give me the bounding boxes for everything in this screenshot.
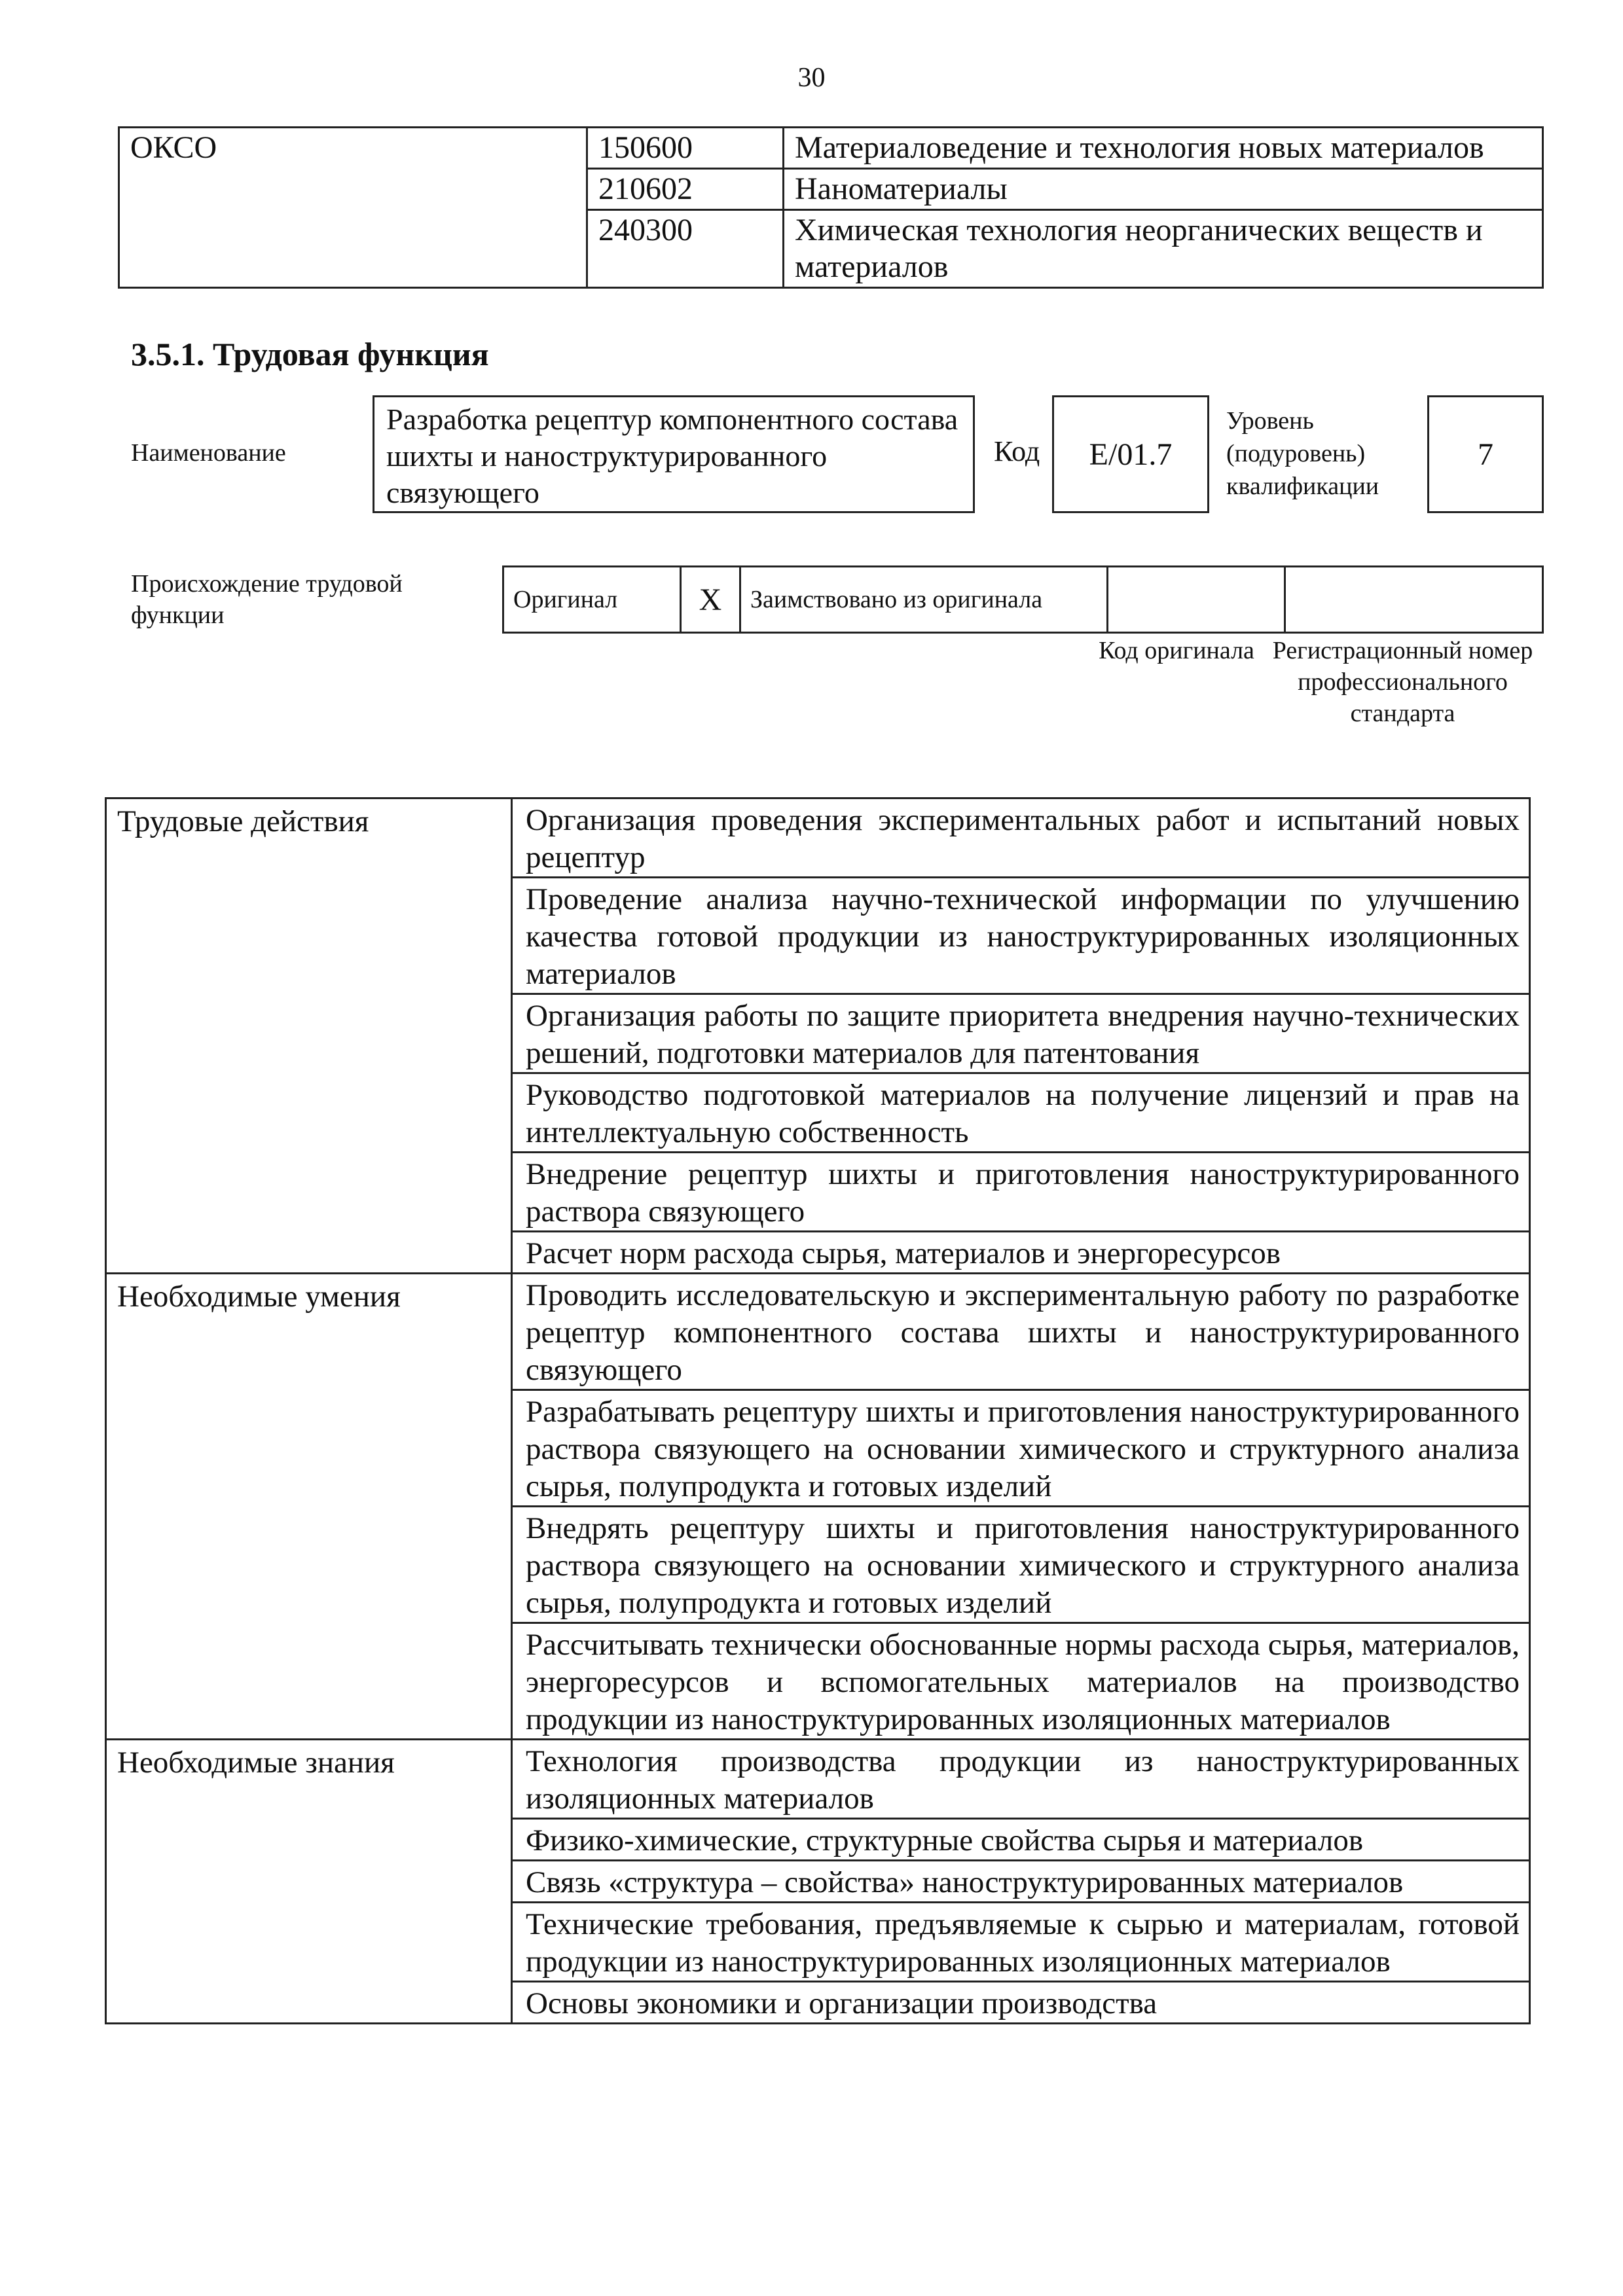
- list-item: Технические требования, предъявляемые к сырью и материалам, готовой продукции из наноструктурированных изоляционных материалов: [512, 1903, 1530, 1982]
- table-row: [106, 798, 1530, 878]
- list-item: Связь «структура – свойства» наноструктурированных материалов: [512, 1861, 1530, 1903]
- reg-caption: Регистрационный номер профессионального стандарта: [1272, 637, 1533, 727]
- okso-code: 150600: [587, 128, 784, 169]
- list-item: Руководство подготовкой материалов на получение лицензий и прав на интеллектуальную собственность: [512, 1073, 1530, 1153]
- origin-label: Происхождение трудовой функции: [131, 570, 403, 629]
- original-mark: X: [681, 567, 740, 633]
- page-number: 30: [797, 63, 826, 93]
- list-item: Технология производства продукции из наноструктурированных изоляционных материалов: [512, 1740, 1530, 1819]
- section-label: Необходимые умения: [106, 1274, 512, 1740]
- list-item: Основы экономики и организации производства: [512, 1982, 1530, 2024]
- list-item: Расчет норм расхода сырья, материалов и энергоресурсов: [512, 1232, 1530, 1274]
- name-label: Наименование: [131, 439, 286, 467]
- origin-table: [502, 565, 1544, 634]
- original-code-cell: [1108, 567, 1285, 633]
- list-item: Физико-химические, структурные свойства сырья и материалов: [512, 1819, 1530, 1861]
- qualification-level: 7: [1427, 395, 1544, 513]
- borrowed-label: Заимствовано из оригинала: [740, 567, 1108, 633]
- section-title: 3.5.1. Трудовая функция: [131, 336, 489, 372]
- level-label: Уровень (подуровень) квалификации: [1226, 407, 1379, 500]
- function-name: Разработка рецептур компонентного состава шихты и наноструктурированного связующего: [373, 395, 975, 513]
- function-table: [105, 797, 1531, 2024]
- list-item: Организация работы по защите приоритета внедрения научно-технических решений, подготовки материалов для патентования: [512, 994, 1530, 1073]
- list-item: Рассчитывать технически обоснованные нормы расхода сырья, материалов, энергоресурсов и вспомогательных материалов на производство продукции из наноструктурированных изоляционных материалов: [512, 1623, 1530, 1740]
- table-row: [106, 1740, 1530, 1819]
- list-item: Проводить исследовательскую и экспериментальную работу по разработке рецептур компонентного состава шихты и наноструктурированного связующего: [512, 1274, 1530, 1390]
- code-label: Код: [994, 435, 1040, 467]
- okso-table: [118, 126, 1544, 289]
- list-item: Разрабатывать рецептуру шихты и приготовления наноструктурированного раствора связующего на основании химического и структурного анализа сырья, полупродукта и готовых изделий: [512, 1390, 1530, 1507]
- table-row: [106, 1274, 1530, 1390]
- okso-code: 240300: [587, 210, 784, 288]
- original-label: Оригинал: [503, 567, 681, 633]
- okso-label: ОКСО: [119, 128, 587, 288]
- okso-name: Химическая технология неорганических веществ и материалов: [784, 210, 1543, 288]
- list-item: Внедрять рецептуру шихты и приготовления наноструктурированного раствора связующего на основании химического и структурного анализа сырья, полупродукта и готовых изделий: [512, 1507, 1530, 1623]
- okso-row: [119, 128, 1543, 169]
- okso-name: Наноматериалы: [784, 169, 1543, 210]
- section-label: Необходимые знания: [106, 1740, 512, 2024]
- code-caption: Код оригинала: [1099, 637, 1254, 664]
- section-label: Трудовые действия: [106, 798, 512, 1274]
- list-item: Проведение анализа научно-технической информации по улучшению качества готовой продукции из наноструктурированных изоляционных материалов: [512, 878, 1530, 994]
- list-item: Организация проведения экспериментальных работ и испытаний новых рецептур: [512, 798, 1530, 878]
- okso-name: Материаловедение и технология новых материалов: [784, 128, 1543, 169]
- reg-number-cell: [1285, 567, 1543, 633]
- function-code: E/01.7: [1052, 395, 1209, 513]
- okso-code: 210602: [587, 169, 784, 210]
- list-item: Внедрение рецептур шихты и приготовления наноструктурированного раствора связующего: [512, 1153, 1530, 1232]
